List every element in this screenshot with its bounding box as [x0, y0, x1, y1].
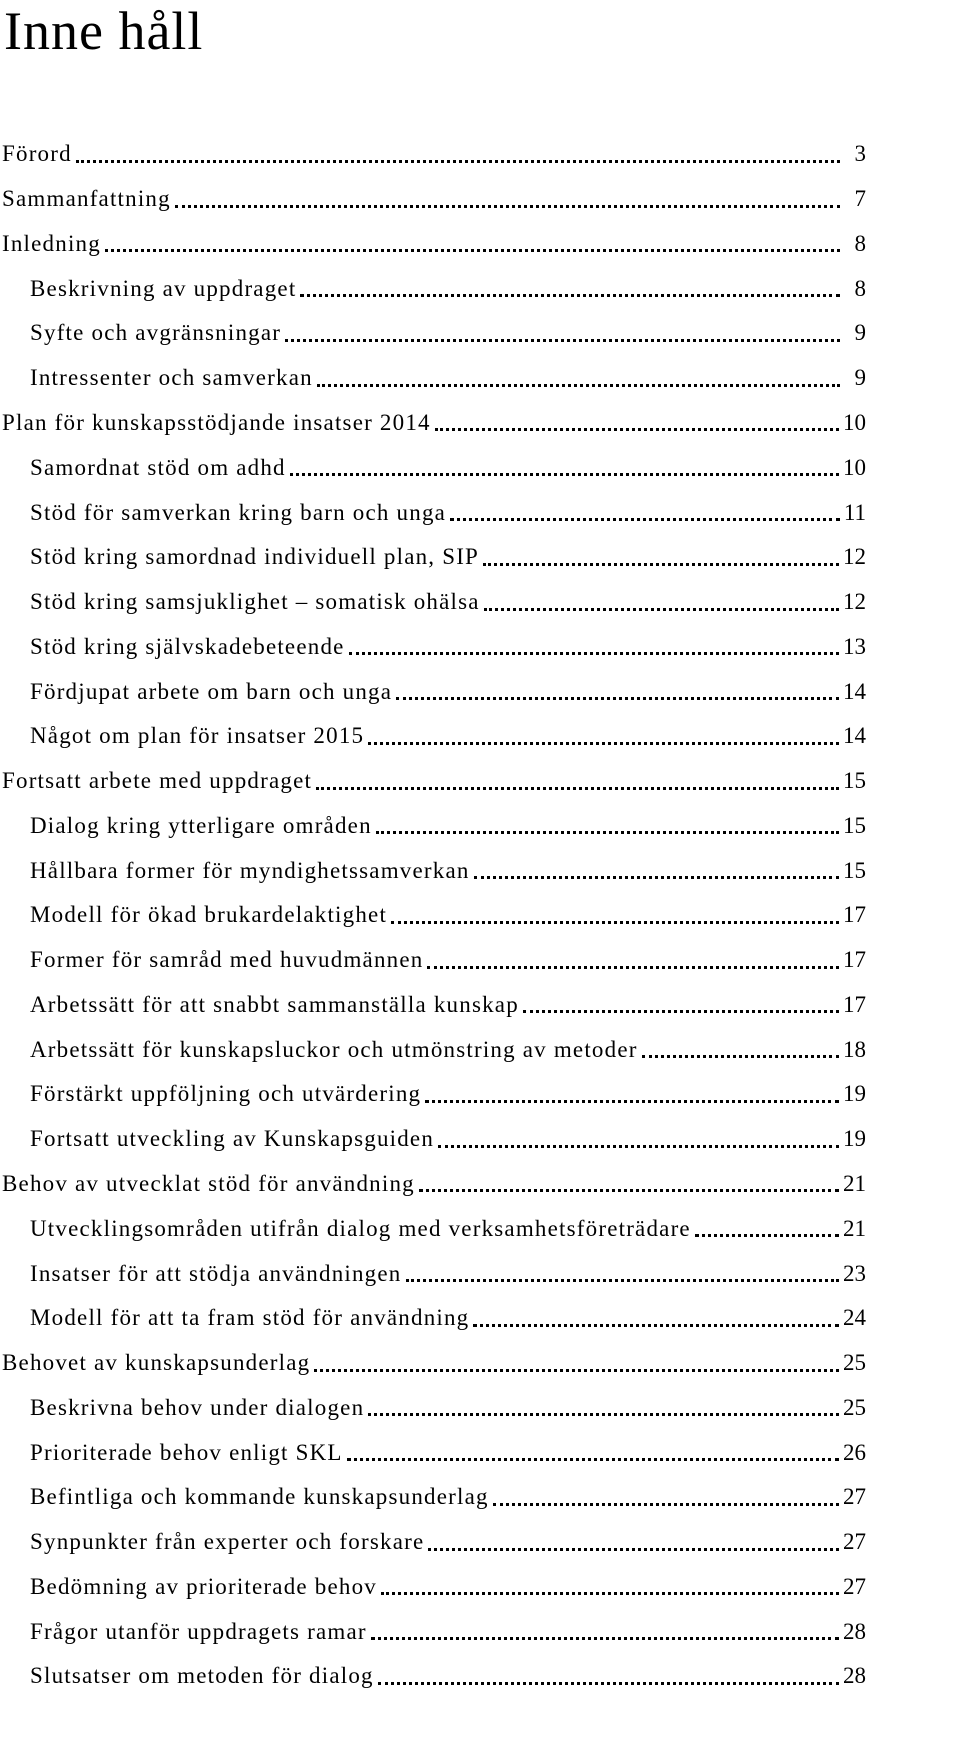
toc-dot-leader — [427, 964, 839, 969]
toc-entry-page-number: 25 — [843, 1350, 866, 1376]
toc-dot-leader — [371, 1635, 839, 1640]
toc-entry[interactable] — [0, 803, 866, 848]
toc-entry[interactable] — [0, 1027, 866, 1072]
toc-entry[interactable] — [0, 1565, 866, 1610]
toc-entry-page-number: 17 — [843, 947, 866, 973]
toc-entry[interactable] — [0, 624, 866, 669]
toc-entry-title: Inledning — [2, 230, 101, 256]
toc-entry-page-number: 15 — [843, 812, 866, 838]
toc-entry-page-number: 17 — [843, 991, 866, 1017]
toc-dot-leader — [474, 874, 839, 879]
toc-entry[interactable] — [0, 1117, 866, 1162]
toc-entry[interactable] — [0, 893, 866, 938]
toc-entry-title: Fördjupat arbete om barn och unga — [30, 678, 393, 704]
toc-dot-leader — [314, 1367, 839, 1372]
toc-entry-page-number: 25 — [843, 1394, 866, 1420]
toc-entry-title: Modell för att ta fram stöd för användning — [30, 1305, 470, 1331]
toc-entry-page-number: 21 — [843, 1215, 866, 1241]
toc-dot-leader — [285, 337, 840, 342]
toc-entry-page-number: 10 — [843, 409, 866, 435]
toc-entry-title: Syfte och avgränsningar — [30, 320, 282, 346]
toc-entry-page-number: 13 — [843, 633, 866, 659]
toc-entry-title: Hållbara former för myndighetssamverkan — [30, 857, 470, 883]
toc-entry[interactable] — [0, 535, 866, 580]
toc-entry[interactable] — [0, 1251, 866, 1296]
toc-entry-title: Stöd kring samsjuklighet – somatisk ohälsa — [30, 589, 480, 615]
toc-entry-title: Behovet av kunskapsunderlag — [2, 1350, 311, 1376]
toc-dot-leader — [406, 1277, 840, 1282]
toc-dot-leader — [435, 426, 839, 431]
toc-dot-leader — [290, 471, 839, 476]
toc-entry[interactable] — [0, 714, 866, 759]
toc-entry[interactable] — [0, 1654, 866, 1699]
toc-entry-page-number: 26 — [843, 1439, 866, 1465]
toc-dot-leader — [347, 1456, 839, 1461]
toc-entry[interactable] — [0, 1430, 866, 1475]
toc-entry-title: Insatser för att stödja användningen — [30, 1260, 402, 1286]
toc-entry-title: Arbetssätt för att snabbt sammanställa kunskap — [30, 991, 519, 1017]
toc-entry-page-number: 3 — [854, 141, 866, 167]
toc-entry-title: Samordnat stöd om adhd — [30, 454, 286, 480]
toc-entry-title: Något om plan för insatser 2015 — [30, 723, 365, 749]
toc-entry-page-number: 19 — [843, 1081, 866, 1107]
toc-entry-title: Slutsatser om metoden för dialog — [30, 1663, 374, 1689]
toc-dot-leader — [105, 247, 840, 252]
toc-entry-title: Synpunkter från experter och forskare — [30, 1529, 425, 1555]
toc-entry-title: Prioriterade behov enligt SKL — [30, 1439, 343, 1465]
toc-dot-leader — [425, 1098, 839, 1103]
toc-dot-leader — [473, 1322, 839, 1327]
toc-entry[interactable] — [0, 759, 866, 804]
toc-dot-leader — [368, 1411, 839, 1416]
toc-entry-title: Stöd kring samordnad individuell plan, SIP — [30, 544, 480, 570]
toc-dot-leader — [642, 1053, 839, 1058]
toc-entry-page-number: 27 — [843, 1573, 866, 1599]
toc-entry-page-number: 24 — [843, 1305, 866, 1331]
toc-entry-page-number: 11 — [843, 499, 866, 525]
toc-entry-page-number: 19 — [843, 1126, 866, 1152]
toc-entry[interactable] — [0, 1206, 866, 1251]
toc-entry[interactable] — [0, 1609, 866, 1654]
toc-entry[interactable] — [0, 132, 866, 177]
toc-dot-leader — [378, 1680, 839, 1685]
toc-entry-page-number: 9 — [854, 320, 866, 346]
toc-entry-title: Dialog kring ytterligare områden — [30, 812, 372, 838]
toc-dot-leader — [483, 561, 839, 566]
toc-entry-page-number: 15 — [843, 857, 866, 883]
toc-entry-page-number: 27 — [843, 1484, 866, 1510]
toc-dot-leader — [428, 1546, 839, 1551]
toc-entry-title: Bedömning av prioriterade behov — [30, 1573, 377, 1599]
toc-entry[interactable] — [0, 356, 866, 401]
page-title: Inne håll — [4, 1, 204, 61]
toc-entry-title: Stöd kring självskadebeteende — [30, 633, 345, 659]
toc-entry-page-number: 15 — [843, 768, 866, 794]
toc-entry-title: Beskrivning av uppdraget — [30, 275, 297, 301]
toc-entry-title: Plan för kunskapsstödjande insatser 2014 — [2, 409, 431, 435]
toc-entry-title: Intressenter och samverkan — [30, 365, 313, 391]
toc-entry-title: Modell för ökad brukardelaktighet — [30, 902, 388, 928]
table-of-contents — [0, 132, 866, 1699]
toc-dot-leader — [381, 1590, 839, 1595]
toc-entry-page-number: 14 — [843, 723, 866, 749]
toc-dot-leader — [391, 919, 839, 924]
toc-dot-leader — [76, 158, 840, 163]
toc-entry-title: Behov av utvecklat stöd för användning — [2, 1170, 415, 1196]
toc-entry-page-number: 12 — [843, 589, 866, 615]
toc-entry[interactable] — [0, 1162, 866, 1207]
toc-entry-title: Utvecklingsområden utifrån dialog med verksamhetsföreträdare — [30, 1215, 691, 1241]
toc-entry-title: Fortsatt utveckling av Kunskapsguiden — [30, 1126, 435, 1152]
toc-dot-leader — [493, 1501, 839, 1506]
toc-entry-page-number: 12 — [843, 544, 866, 570]
toc-entry[interactable] — [0, 445, 866, 490]
toc-dot-leader — [376, 829, 839, 834]
toc-entry[interactable] — [0, 938, 866, 983]
toc-entry[interactable] — [0, 177, 866, 222]
toc-entry[interactable] — [0, 222, 866, 267]
toc-entry[interactable] — [0, 669, 866, 714]
toc-entry[interactable] — [0, 1520, 866, 1565]
toc-entry[interactable] — [0, 311, 866, 356]
toc-dot-leader — [419, 1187, 839, 1192]
toc-dot-leader — [484, 606, 839, 611]
toc-dot-leader — [368, 740, 839, 745]
toc-entry[interactable] — [0, 983, 866, 1028]
toc-entry-title: Förstärkt uppföljning och utvärdering — [30, 1081, 422, 1107]
toc-entry-title: Beskrivna behov under dialogen — [30, 1394, 365, 1420]
toc-entry-page-number: 28 — [843, 1618, 866, 1644]
toc-entry[interactable] — [0, 1072, 866, 1117]
toc-entry-page-number: 9 — [854, 365, 866, 391]
toc-dot-leader — [349, 650, 839, 655]
toc-dot-leader — [396, 695, 839, 700]
toc-entry-page-number: 8 — [854, 230, 866, 256]
toc-entry[interactable] — [0, 580, 866, 625]
toc-entry[interactable] — [0, 848, 866, 893]
toc-entry-title: Frågor utanför uppdragets ramar — [30, 1618, 367, 1644]
toc-entry[interactable] — [0, 1341, 866, 1386]
toc-dot-leader — [450, 516, 840, 521]
toc-entry-page-number: 27 — [843, 1529, 866, 1555]
toc-entry-page-number: 14 — [843, 678, 866, 704]
toc-entry-page-number: 7 — [854, 186, 866, 212]
toc-entry-page-number: 21 — [843, 1170, 866, 1196]
toc-dot-leader — [316, 785, 839, 790]
toc-entry-page-number: 23 — [843, 1260, 866, 1286]
toc-entry[interactable] — [0, 1475, 866, 1520]
toc-entry[interactable] — [0, 1385, 866, 1430]
toc-entry[interactable] — [0, 401, 866, 446]
toc-dot-leader — [317, 382, 840, 387]
toc-entry-title: Fortsatt arbete med uppdraget — [2, 768, 313, 794]
toc-entry-title: Förord — [2, 141, 72, 167]
toc-entry[interactable] — [0, 1296, 866, 1341]
toc-dot-leader — [300, 292, 840, 297]
toc-entry-title: Stöd för samverkan kring barn och unga — [30, 499, 447, 525]
toc-entry-page-number: 28 — [843, 1663, 866, 1689]
toc-entry[interactable] — [0, 490, 866, 535]
toc-entry-page-number: 8 — [854, 275, 866, 301]
toc-entry[interactable] — [0, 266, 866, 311]
toc-entry-page-number: 17 — [843, 902, 866, 928]
toc-dot-leader — [695, 1232, 839, 1237]
toc-entry-page-number: 18 — [843, 1036, 866, 1062]
toc-entry-page-number: 10 — [843, 454, 866, 480]
toc-entry-title: Befintliga och kommande kunskapsunderlag — [30, 1484, 489, 1510]
toc-dot-leader — [523, 1008, 839, 1013]
toc-entry-title: Arbetssätt för kunskapsluckor och utmönstring av metoder — [30, 1036, 638, 1062]
toc-entry-title: Sammanfattning — [2, 186, 171, 212]
toc-entry-title: Former för samråd med huvudmännen — [30, 947, 424, 973]
toc-dot-leader — [175, 203, 840, 208]
toc-dot-leader — [438, 1143, 839, 1148]
